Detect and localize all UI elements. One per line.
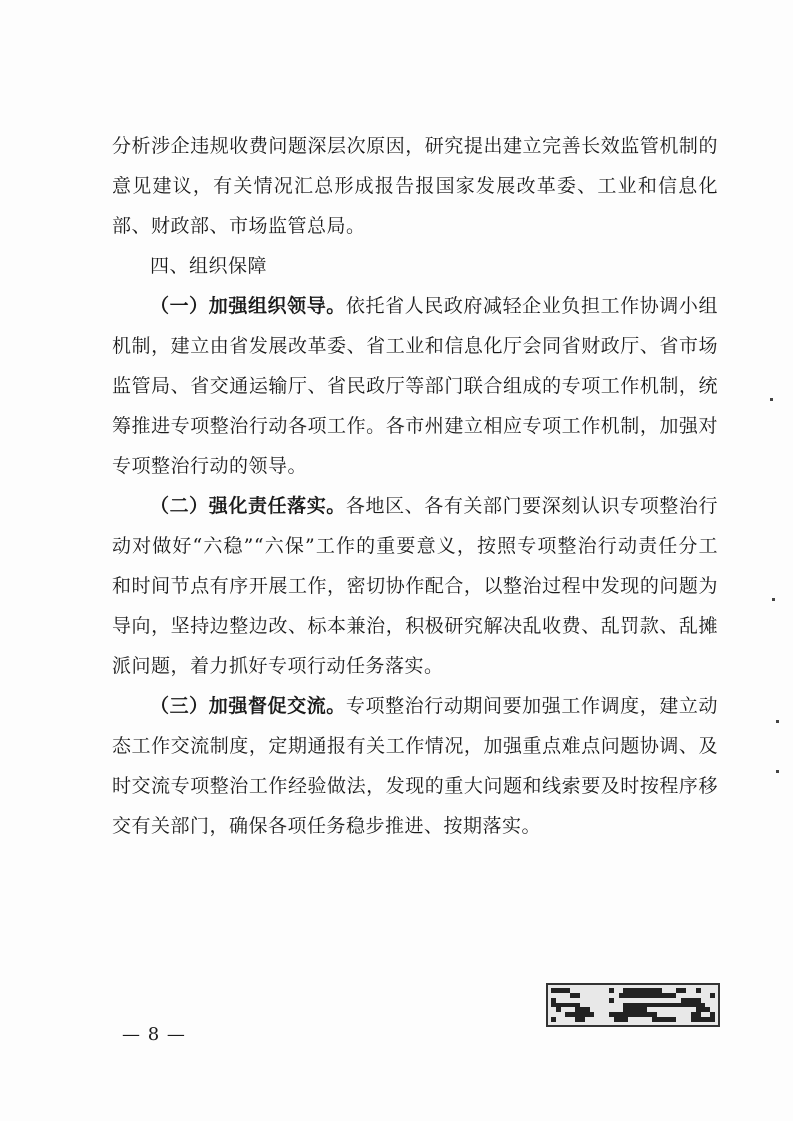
- barcode-stamp: [546, 983, 720, 1027]
- paragraph-supervision: [112, 686, 718, 846]
- text-responsibility: 各地区、各有关部门要深刻认识专项整治行动对做好“六稳”“六保”工作的重要意义，按照专项整治行动责任分工和时间节点有序开展工作，密切协作配合，以整治过程中发现的问题为导向，坚持边整边改、标本兼治，积极研究解决乱收费、乱罚款、乱摊派问题，着力抓好专项行动任务落实。: [112, 495, 718, 677]
- text-strengthen-leadership: 依托省人民政府减轻企业负担工作协调小组机制，建立由省发展改革委、省工业和信息化厅会同省财政厅、省市场监管局、省交通运输厅、省民政厅等部门联合组成的专项工作机制，统筹推进专项整治行动各项工作。各市州建立相应专项工作机制，加强对专项整治行动的领导。: [112, 295, 718, 477]
- section-heading-organization: 四、组织保障: [150, 255, 268, 277]
- subheading-supervision: （三）加强督促交流。: [150, 695, 346, 717]
- barcode-pattern: [551, 988, 715, 1022]
- paragraph-continuation: 分析涉企违规收费问题深层次原因，研究提出建立完善长效监管机制的意见建议，有关情况汇总形成报告报国家发展改革委、工业和信息化部、财政部、市场监管总局。: [112, 135, 718, 237]
- scan-speck: [772, 598, 775, 601]
- scan-speck: [776, 770, 779, 773]
- text-supervision: 专项整治行动期间要加强工作调度，建立动态工作交流制度，定期通报有关工作情况，加强重点难点问题协调、及时交流专项整治工作经验做法，发现的重大问题和线索要及时按程序移交有关部门，确保各项任务稳步推进、按期落实。: [112, 695, 718, 837]
- paragraph-strengthen-leadership: [112, 286, 718, 486]
- scan-speck: [770, 398, 773, 401]
- scan-speck: [776, 720, 779, 723]
- page-number: — 8 —: [122, 1024, 186, 1045]
- barcode-cell: [710, 1017, 715, 1022]
- subheading-responsibility: （二）强化责任落实。: [150, 495, 346, 517]
- document-body: [112, 126, 718, 846]
- subheading-strengthen-leadership: （一）加强组织领导。: [150, 295, 346, 317]
- paragraph-responsibility: [112, 486, 718, 686]
